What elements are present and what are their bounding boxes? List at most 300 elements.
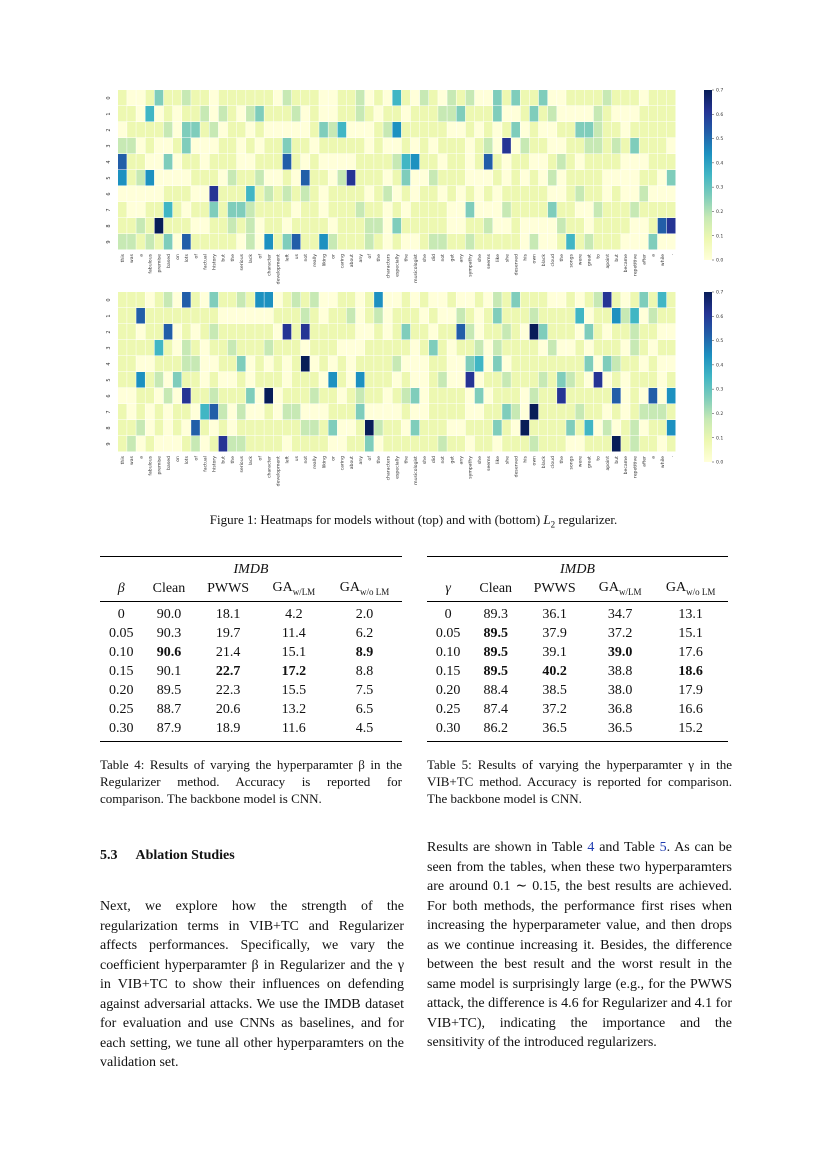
heatmap-bottom-row-label: 1 [106,314,112,318]
heatmap-top-cell [365,218,374,234]
heatmap-bottom-cell [456,340,465,356]
heatmap-bottom-cell [447,404,456,420]
heatmap-bottom-cell [182,372,191,388]
heatmap-top-cell [484,154,493,170]
heatmap-top-token-label: songs [569,254,575,268]
table-5-cell: 0.25 [435,701,461,717]
heatmap-top-cell [530,186,539,202]
heatmap-top-cell [118,202,127,218]
heatmap-bottom-cell [319,324,328,340]
heatmap-top-cell [292,106,301,122]
heatmap-top-cell [191,186,200,202]
heatmap-top-row-label: 2 [106,128,112,132]
heatmap-bottom-cell [594,324,603,340]
heatmap-top-cell [264,234,273,250]
heatmap-bottom-cell [429,436,438,452]
heatmap-bottom-cell [630,356,639,372]
heatmap-bottom-cell [292,372,301,388]
heatmap-top-cell [493,154,502,170]
heatmap-top-cell [502,186,511,202]
heatmap-bottom-cell [429,372,438,388]
heatmap-top-cell [539,186,548,202]
heatmap-bottom-cell [447,388,456,404]
heatmap-bottom-cell [438,404,447,420]
heatmap-top-cell [228,154,237,170]
heatmap-bottom-cell [164,308,173,324]
table-5 [427,556,728,742]
heatmap-top-cell [548,186,557,202]
heatmap-bottom-cell [493,388,502,404]
heatmap-bottom-cell [310,308,319,324]
heatmap-bottom-token-label: this [121,456,127,465]
heatmap-bottom-cell [493,340,502,356]
heatmap-bottom-cell [420,388,429,404]
heatmap-bottom-cell [484,420,493,436]
table-5-caption: Table 5: Results of varying the hyperparamter γ in the VIB+TC method. Accuracy is reported for comparison. The backbone model is CNN. [427,757,732,806]
heatmap-top-cell [475,106,484,122]
heatmap-top-cell [447,202,456,218]
heatmap-top-cell [594,218,603,234]
heatmap-top-token-label: but [615,254,620,262]
heatmap-top-cell [658,106,667,122]
heatmap-bottom-cell [575,292,584,308]
heatmap-top-cell [200,90,209,106]
heatmap-bottom-cell [274,372,283,388]
heatmap-top-cell [575,90,584,106]
heatmap-bottom-cell [328,292,337,308]
heatmap-bottom-cell [402,372,411,388]
heatmap-bottom-cell [411,356,420,372]
heatmap-bottom-cell [603,324,612,340]
heatmap-top-cell [292,170,301,186]
table-4-cell: 90.3 [156,625,182,641]
heatmap-bottom-cell [347,356,356,372]
heatmap-top-cell [502,202,511,218]
heatmap-bottom-token-label: black [541,456,547,469]
heatmap-top-cell [310,138,319,154]
heatmap-bottom-cell [493,308,502,324]
heatmap-bottom-cell [246,436,255,452]
heatmap-top-cell [328,106,337,122]
heatmap-top-cell [429,186,438,202]
heatmap-top-cell [557,106,566,122]
heatmap-top-cell [191,106,200,122]
heatmap-bottom-token-label: repetitive [633,456,639,479]
heatmap-bottom-cell [191,372,200,388]
table-4-cell: 20.6 [215,701,241,717]
heatmap-bottom-cell [127,356,136,372]
heatmap-top-token-label: his [523,254,529,261]
heatmap-bottom-cell [164,324,173,340]
heatmap-bottom-cell [594,292,603,308]
heatmap-bottom-cell [255,420,264,436]
heatmap-top-cell [136,202,145,218]
heatmap-top-cell [209,218,218,234]
heatmap-top-cell [347,106,356,122]
heatmap-bottom-cell [392,324,401,340]
heatmap-top-row-label: 3 [106,144,112,148]
heatmap-bottom-cell [328,436,337,452]
table-4-cell: 6.2 [355,625,374,641]
heatmap-bottom-cell [274,356,283,372]
heatmap-top-cell [639,138,648,154]
heatmap-top-cell [484,186,493,202]
heatmap-top-cell [310,154,319,170]
heatmap-bottom-cell [292,436,301,452]
heatmap-top-cell [118,154,127,170]
heatmap-bottom-cell [548,356,557,372]
heatmap-top-cell [118,122,127,138]
heatmap-bottom-token-label: . [669,456,675,458]
heatmap-bottom-cell [658,420,667,436]
heatmap-top-cell [456,234,465,250]
heatmap-bottom-cell [136,388,145,404]
heatmap-top-cell [502,234,511,250]
heatmap-bottom-cell [264,340,273,356]
heatmap-top-cell [411,218,420,234]
heatmap-bottom-cell [374,388,383,404]
heatmap-top-cell [502,154,511,170]
heatmap-bottom-cell [667,404,676,420]
heatmap-top-cell [520,186,529,202]
heatmap-bottom-cell [155,372,164,388]
heatmap-top-cell [612,218,621,234]
heatmap-bottom-cell [520,356,529,372]
heatmap-bottom-cell [264,308,273,324]
heatmap-top-cell [328,202,337,218]
heatmap-top-cell [447,186,456,202]
heatmap-bottom-cell [484,340,493,356]
heatmap-top-cell [328,138,337,154]
heatmap-bottom-cell [603,340,612,356]
heatmap-bottom-cell [612,388,621,404]
heatmap-top-cell [420,170,429,186]
heatmap-top-cell [539,234,548,250]
heatmap-top-cell [493,90,502,106]
heatmap-top-cell [374,234,383,250]
heatmap-bottom-cell [301,324,310,340]
heatmap-top-cell [658,170,667,186]
heatmap-top-cell [612,170,621,186]
heatmap-top-cell [585,170,594,186]
heatmap-top-cell [283,202,292,218]
heatmap-top-cell [164,218,173,234]
heatmap-top-cell [402,234,411,250]
heatmap-top-cell [274,90,283,106]
heatmap-bottom-cell [484,356,493,372]
table-4-ref-link[interactable]: 4 [587,840,595,855]
heatmap-bottom-cell [566,356,575,372]
heatmap-bottom-token-label: of [258,456,264,461]
heatmap-top-cell [585,234,594,250]
heatmap-bottom-cell [402,388,411,404]
heatmap-bottom-cell [420,292,429,308]
heatmap-bottom-cell [383,340,392,356]
heatmap-top-cell [383,234,392,250]
table-4-cell: 0.20 [108,682,134,698]
heatmap-bottom-row-label: 2 [106,330,112,334]
heatmap-top-cell [319,138,328,154]
heatmap-bottom-cell [255,324,264,340]
heatmap-bottom-cell [420,436,429,452]
heatmap-top-cell [530,138,539,154]
heatmap-top-cell [456,106,465,122]
heatmap-top-cell [630,202,639,218]
heatmap-bottom-cell [456,404,465,420]
heatmap-bottom-cell [530,324,539,340]
heatmap-bottom-cell [667,436,676,452]
heatmap-bottom-cell [374,340,383,356]
heatmap-top-token-label: to [596,254,602,259]
heatmap-top-cell [383,122,392,138]
heatmap-bottom-token-label: lack [249,456,255,466]
heatmap-bottom-cell [585,340,594,356]
heatmap-bottom-cell [511,340,520,356]
heatmap-top-cell [594,138,603,154]
heatmap-bottom-cell [365,404,374,420]
heatmap-bottom-cell [456,436,465,452]
heatmap-bottom-cell [319,420,328,436]
heatmap-bottom-token-label: any [358,456,364,465]
heatmap-top-cell [383,154,392,170]
heatmap-top-cell [274,122,283,138]
heatmap-bottom-cell [182,356,191,372]
heatmap-top-cell [219,154,228,170]
heatmap-bottom-cell [548,308,557,324]
heatmap-top-cell [475,186,484,202]
heatmap-bottom-cell [292,404,301,420]
heatmap-bottom-cell [557,436,566,452]
heatmap-top-cell [621,90,630,106]
table-5-ref-link[interactable]: 5 [659,840,667,855]
heatmap-top-cell [219,106,228,122]
figure-caption-text: Figure 1: Heatmaps for models without (top) and with (bottom) [209,512,544,527]
table-4-cell: 90.1 [156,663,182,679]
heatmap-bottom-cell [374,404,383,420]
heatmap-bottom-colorbar [704,292,712,462]
heatmap-top-cell [603,170,612,186]
heatmap-bottom-cell [237,420,246,436]
heatmap-bottom-cell [200,420,209,436]
heatmap-top-cell [145,122,154,138]
heatmap-bottom-cell [557,420,566,436]
heatmap-top-cell [127,186,136,202]
heatmap-bottom-cell [630,324,639,340]
heatmap-bottom-cell [612,340,621,356]
heatmap-bottom-cell [219,308,228,324]
heatmap-bottom-cell [200,372,209,388]
heatmap-bottom-cell [594,356,603,372]
heatmap-bottom-cell [301,356,310,372]
heatmap-top-cell [548,218,557,234]
heatmap-bottom-cell [594,388,603,404]
heatmap-bottom-cell [292,324,301,340]
heatmap-bottom-cell [402,292,411,308]
heatmap-top-cell [356,202,365,218]
heatmap-top-cell [155,234,164,250]
table-5-cell: 89.5 [483,644,508,660]
heatmap-top-cell [575,218,584,234]
heatmap-bottom-cell [502,436,511,452]
heatmap-bottom-cell [658,388,667,404]
table-5-row [427,719,728,742]
heatmap-bottom-token-label: the [560,456,566,464]
heatmap-top-cell [255,154,264,170]
heatmap-top-token-label: character [267,254,273,276]
heatmap-bottom-cell [338,324,347,340]
heatmap-bottom-cell [402,420,411,436]
table-4-cell: 0.10 [108,644,134,660]
heatmap-top-cell [246,90,255,106]
heatmap-bottom-cell [392,404,401,420]
heatmap-top-cell [667,90,676,106]
heatmap-top-cell [301,138,310,154]
heatmap-top-cell [200,202,209,218]
heatmap-top-token-label: but [221,254,227,262]
table-4-row [100,662,402,681]
heatmap-bottom-cell [475,356,484,372]
heatmap-bottom-cell [347,404,356,420]
heatmap-bottom-cell [246,420,255,436]
heatmap-top-row-label: 6 [106,192,112,196]
heatmap-bottom-row-label: 4 [106,362,112,366]
heatmap-bottom-cell [219,372,228,388]
heatmap-bottom-cell [292,308,301,324]
heatmap-top-colorbar-tick-label: 0.0 [716,258,724,264]
heatmap-top-cell [136,90,145,106]
heatmap-top-token-label: left [285,254,291,262]
heatmap-top-cell [438,90,447,106]
heatmap-bottom-cell [292,388,301,404]
heatmap-top-cell [301,234,310,250]
heatmap-top-cell [209,186,218,202]
heatmap-bottom-cell [301,308,310,324]
heatmap-top-cell [575,186,584,202]
heatmap-top-cell [621,234,630,250]
heatmap-bottom-cell [612,436,621,452]
heatmap-bottom-cell [649,372,658,388]
heatmap-bottom-cell [585,372,594,388]
heatmap-bottom-cell [502,404,511,420]
heatmap-top-cell [219,218,228,234]
heatmap-top-cell [228,122,237,138]
heatmap-top-cell [402,138,411,154]
heatmap-top-cell [274,170,283,186]
heatmap-top-cell [155,202,164,218]
heatmap-bottom-cell [594,436,603,452]
heatmap-top-cell [475,90,484,106]
heatmap-top-cell [539,90,548,106]
table-5-cell: 36.5 [522,719,587,742]
table-5-cell: 0 [444,606,452,622]
heatmap-bottom-cell [447,356,456,372]
heatmap-bottom-cell [228,436,237,452]
heatmap-bottom-cell [466,420,475,436]
heatmap-top-cell [502,90,511,106]
heatmap-top-cell [292,234,301,250]
heatmap-top-cell [191,234,200,250]
heatmap-top-cell [200,154,209,170]
heatmap-bottom-cell [411,420,420,436]
heatmap-top-token-label: a [139,254,145,257]
heatmap-bottom-cell [209,308,218,324]
heatmap-bottom-cell [594,340,603,356]
table-4-cell: 4.2 [285,606,303,622]
heatmap-top-cell [585,122,594,138]
table-5-cell: 89.5 [483,625,508,641]
heatmap-top-token-label: cloud [551,254,556,267]
heatmap-bottom-cell [118,340,127,356]
heatmap-top-cell [127,122,136,138]
heatmap-top-token-label: development [276,254,282,285]
heatmap-bottom-cell [328,340,337,356]
heatmap-bottom-cell [347,388,356,404]
table-4-cell: 18.1 [215,606,241,622]
heatmap-top-cell [328,90,337,106]
heatmap-top-cell [639,154,648,170]
heatmap-top-cell [557,90,566,106]
heatmap-top-cell [145,186,154,202]
heatmap-top-cell [338,202,347,218]
heatmap-top-cell [356,170,365,186]
heatmap-top-cell [145,90,154,106]
heatmap-bottom-cell [475,340,484,356]
heatmap-bottom-cell [566,292,575,308]
heatmap-bottom-cell [200,436,209,452]
heatmap-bottom-cell [164,404,173,420]
heatmap-top-cell [209,170,218,186]
heatmap-bottom-cell [164,420,173,436]
heatmap-bottom-cell [219,324,228,340]
heatmap-top-cell [667,170,676,186]
heatmap-top-cell [585,202,594,218]
heatmap-top-cell [301,170,310,186]
heatmap-bottom-cell [511,292,520,308]
heatmap-bottom-cell [402,324,411,340]
heatmap-bottom-cell [392,388,401,404]
heatmap-bottom-cell [374,308,383,324]
heatmap-top-cell [356,186,365,202]
heatmap-bottom-cell [264,372,273,388]
table-5-cell: 38.0 [607,682,633,698]
heatmap-top-cell [566,186,575,202]
heatmap-bottom-cell [411,388,420,404]
heatmap-top-cell [649,234,658,250]
heatmap-top-cell [319,122,328,138]
heatmap-bottom-cell [209,404,218,420]
heatmap-top-cell [383,170,392,186]
heatmap-top-cell [539,202,548,218]
heatmap-top-cell [475,202,484,218]
heatmap-bottom-cell [539,308,548,324]
heatmap-top-cell [328,170,337,186]
heatmap-bottom-cell [658,308,667,324]
heatmap-top-cell [530,122,539,138]
heatmap-top-cell [667,186,676,202]
heatmap-bottom-cell [328,324,337,340]
heatmap-top-cell [585,186,594,202]
heatmap-bottom-cell [118,420,127,436]
heatmap-bottom-token-label: she [477,456,483,465]
heatmap-bottom-cell [466,292,475,308]
heatmap-bottom-cell [173,420,182,436]
table-4-row [100,681,402,700]
heatmap-top-cell [466,90,475,106]
heatmap-bottom-cell [319,356,328,372]
heatmap-top-cell [374,90,383,106]
table-4-cell: 90.0 [156,606,182,622]
table-5-cell: 0.05 [435,625,461,641]
